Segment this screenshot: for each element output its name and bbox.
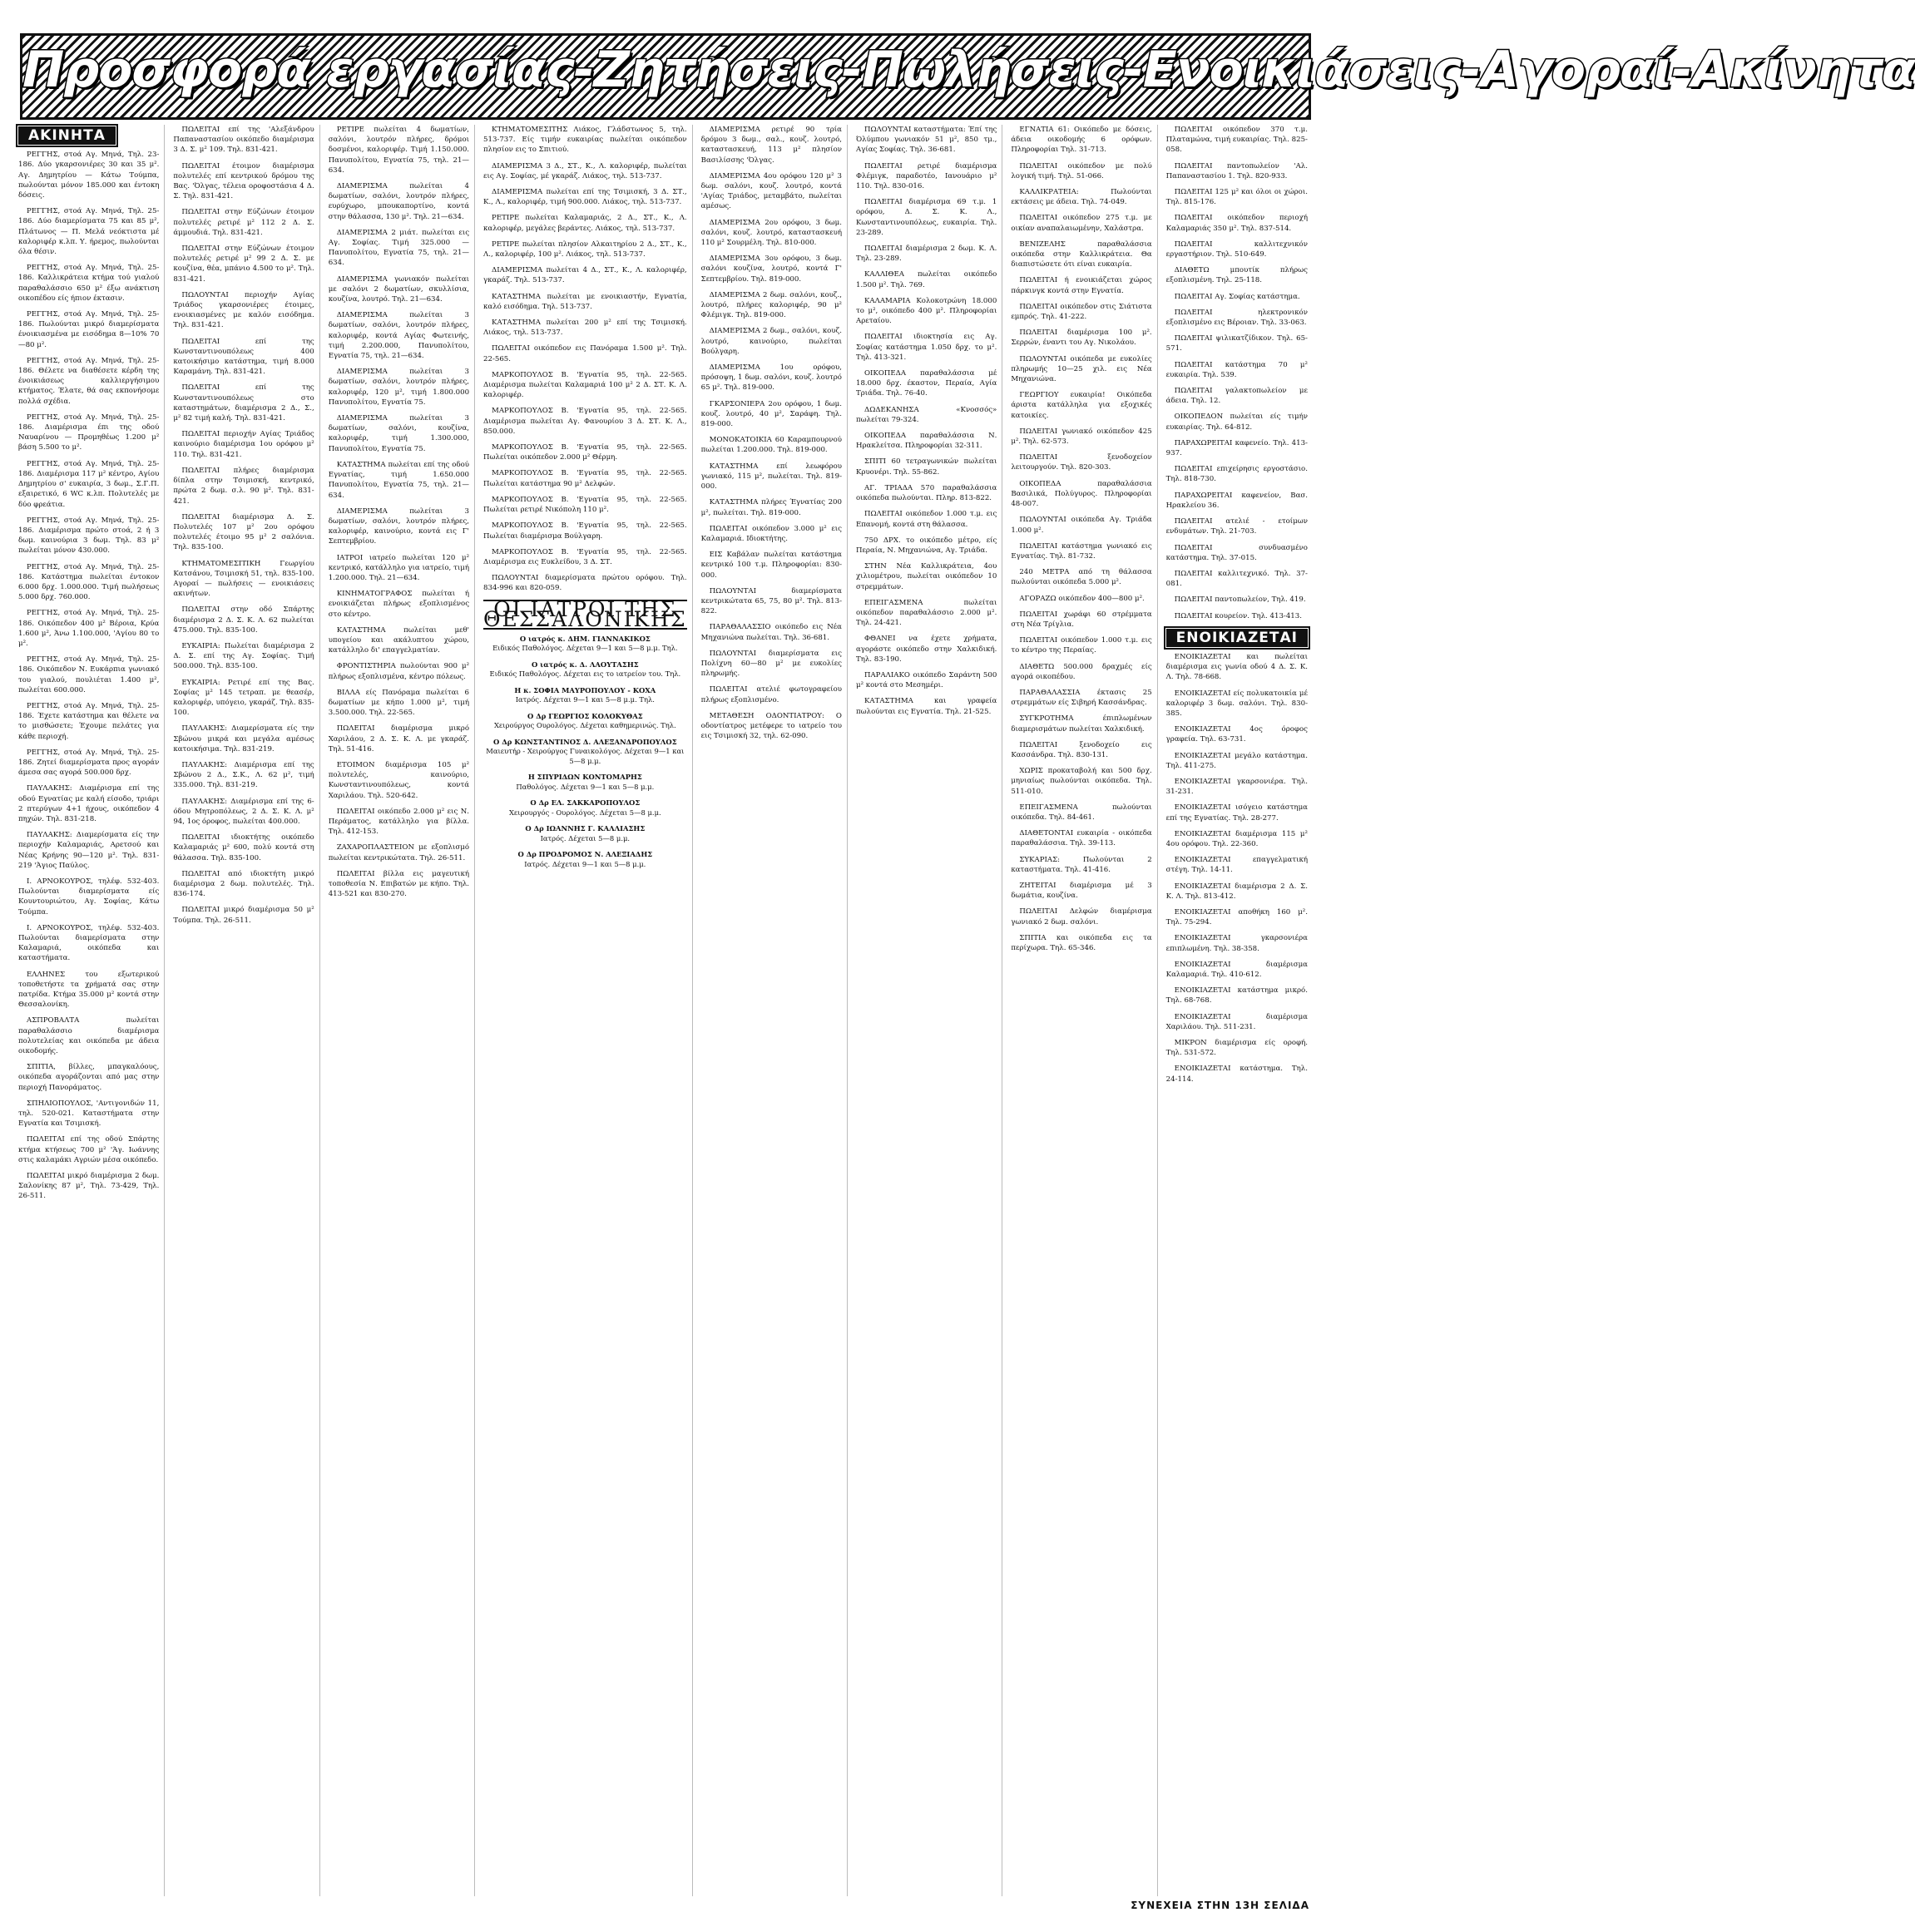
classified-ad: ΕΥΚΑΙΡΙΑ: Πωλείται διαμέρισμα 2 Δ. Σ. επί της Αγ. Σοφίας. Τιμή 500.000. Τηλ. 835-100. [173,641,314,671]
classified-ad: ΡΕΓΓΗΣ, στοά Αγ. Μηνά, Τηλ. 25-186. Έχετε κατάστημα και θέλετε να το μισθώσετε; Έχουμε πελάτες για κάθε περιοχή. [18,701,160,741]
classified-ad: Ι. ΑΡΝΟΚΟΥΡΟΣ, τηλέφ. 532-403. Πωλούνται διαμερίσματα είς Κουντουριώτου, Αγ. Σοφίας, Κάτω Τούμπα. [18,877,160,917]
classified-ad: ΚΑΛΛΙΚΡΑΤΕΙΑ: Πωλούνται εκτάσεις με άδεια. Τηλ. 74-049. [1011,188,1152,207]
classified-ad: ΠΩΛΕΙΤΑΙ ή ενοικιάζεται χώρος πάρκινγκ κοντά στην Εγνατία. [1011,276,1152,295]
classified-ad: ΠΑΥΛΑΚΗΣ: Διαμέρισμα επί της Σβώνου 2 Δ., Σ.Κ., Λ. 62 μ², τιμή 335.000. Τηλ. 831-219. [173,760,314,790]
classified-ad: ΠΩΛΕΙΤΑΙ επί της οδού Σπάρτης κτήμα κτήσεως 700 μ² 'Άγ. Ιωάννης στις καλαμάκι Αγριών μέσα οικόπεδο. [18,1135,160,1164]
classified-ad: ΕΝΟΙΚΙΑΖΕΤΑΙ αποθήκη 160 μ². Τηλ. 75-294. [1165,907,1308,927]
doctor-name: Ο Δρ ΕΛ. ΣΑΚΚΑΡΟΠΟΥΛΟΣ [530,798,641,808]
classified-ad: ΚΑΛΛΙΘΕΑ πωλείται οικόπεδο 1.500 μ². Τηλ. 769. [855,270,997,289]
classified-ad: ΕΝΟΙΚΙΑΖΕΤΑΙ κατάστημα. Τηλ. 24-114. [1165,1065,1308,1084]
classified-ad: ΚΑΤΑΣΤΗΜΑ πωλείται επί της οδού Εγνατίας, τιμή 1.650.000 Πανυπολίτου, Εγνατία 75, τηλ. 21—634. [328,460,470,500]
classified-ad: ΡΕΤΙΡΕ πωλείται πλησίον Αλκαιτηρίου 2 Δ., ΣΤ., Κ., Λ., καλοριφέρ, 100 μ². Λιάκος, τηλ. 513-737. [483,240,687,259]
classified-ad: ΠΩΛΕΙΤΑΙ οικόπεδον εις Πανόραμα 1.500 μ². Τηλ. 22-565. [483,344,687,363]
classified-ad: ΠΩΛΕΙΤΑΙ ατελιέ φωτογραφείου πλήρως εξοπλισμένο. [700,685,842,704]
classified-ad: ΠΩΛΕΙΤΑΙ διαμέρισμα Δ. Σ. Πολυτελές 107 μ² 2ου ορόφου πολυτελές έτοιμο 95 μ² 2 σαλόνια. Τηλ. 835-100. [173,512,314,552]
classified-ad: ΖΑΧΑΡΟΠΛΑΣΤΕΙΟΝ με εξοπλισμό πωλείται κεντρικώτατα. Τηλ. 26-511. [328,843,470,862]
classified-ad: ΠΩΛΟΥΝΤΑΙ διαμερίσματα πρώτου ορόφου. Τηλ. 834-996 και 820-059. [483,574,687,593]
classified-ad: ΠΩΛΟΥΝΤΑΙ διαμερίσματα κεντρικώτατα 65, 75, 80 μ². Τηλ. 813-822. [700,586,842,616]
classified-ad: ΡΕΓΓΗΣ, στοά Αγ. Μηνά, Τηλ. 25-186. Θέλετε να διαθέσετε κέρδη της ένοικιάσεως καλλιεργήσιμου κτήματος. Έλατε, θά σας εκπονήσομε πολλά σχέδια. [18,356,160,406]
classified-ad: ΠΩΛΕΙΤΑΙ ατελιέ - ετοίμων ενδυμάτων. Τηλ. 21-703. [1165,517,1308,536]
classified-ad: ΓΕΩΡΓΙΟΥ ευκαιρία! Οικόπεδα άριστα κατάλληλα για εξοχικές κατοικίες. [1011,391,1152,420]
classified-ad: ΠΑΡΑΘΑΛΑΣΣΙΟ οικόπεδο εις Νέα Μηχανιώνα πωλείται. Τηλ. 36-681. [700,623,842,642]
classified-ad: ΠΩΛΕΙΤΑΙ στην οδό Σπάρτης διαμέρισμα 2 Δ. Σ. Κ. Λ. 62 πωλείται 475.000. Τηλ. 835-100. [173,605,314,635]
classified-ad: ΔΙΑΜΕΡΙΣΜΑ γωνιακόν πωλείται με σαλόνι 2 δωματίων, σκυλλίσια, κουζίνα, λουτρό. Τηλ. 21—634. [328,274,470,304]
classified-ad: ΑΓ. ΤΡΙΑΔΑ 570 παραθαλάσσια οικόπεδα πωλούνται. Πληρ. 813-822. [855,483,997,503]
classified-ad: ΒΙΛΛΑ είς Πανόραμα πωλείται 6 δωματίων με κήπο 1.000 μ², τιμή 3.500.000. Τηλ. 22-565. [328,688,470,718]
classified-ad: ΠΑΥΛΑΚΗΣ: Διαμερίσματα είς την Σβώνου μικρά και μεγάλα αμέσως κατοικήσιμα. Τηλ. 831-219. [173,724,314,754]
classified-ad: ΜΟΝΟΚΑΤΟΙΚΙΑ 60 Καραμπουρνού πωλείται 1.200.000. Τηλ. 819-000. [700,436,842,455]
classified-ad: Ι. ΑΡΝΟΚΟΥΡΟΣ, τηλέφ. 532-403. Πωλούνται διαμερίσματα στην Καλαμαριά, οικόπεδα και καταστήματα. [18,923,160,963]
classified-ad: ΠΩΛΟΥΝΤΑΙ διαμερίσματα εις Πολίχνη 60—80 μ² με ευκολίες πληρωμής. [700,649,842,679]
section-heading-akinita: ΑΚΙΝΗΤΑ [18,126,116,145]
classified-ad: ΔΙΑΜΕΡΙΣΜΑ 2 δωμ., σαλόνι, κουζ. λουτρό, καινούριο, πωλείται Βούλγαρη. [700,327,842,356]
classified-ad: ΠΩΛΕΙΤΑΙ κατάστημα γωνιακό εις Εγνατίας. Τηλ. 81-732. [1011,541,1152,561]
classified-ad: ΠΩΛΕΙΤΑΙ επί της Κωνσταντινουπόλεως στο καταστημάτων, διαμέρισμα 2 Δ., Σ., μ² 82 τιμή καλή. Τηλ. 831-421. [173,383,314,423]
section-heading-enoikiazetai: ΕΝΟΙΚΙΑΖΕΤΑΙ [1166,629,1308,647]
classified-ad: ΠΩΛΟΥΝΤΑΙ καταστήματα: Έπί της Όλύμπου γωνιακόν 51 μ², 850 τμ., Αγίας Σοφίας. Τηλ. 36-681. [855,126,997,155]
classified-ad: ΔΙΑΜΕΡΙΣΜΑ πωλείται 4 δωματίων, σαλόνι, λουτρόν πλήρες, ευρύχωρο, μπουκαπορτίνο, κοντά στην θάλασσα, 130 μ². Τηλ. 21—634. [328,182,470,221]
classified-ad: ΔΙΑΜΕΡΙΣΜΑ 3 Δ., ΣΤ., Κ., Λ. καλοριφέρ, πωλείται εις Αγ. Σοφίας, μέ γκαράζ. Λιάκος, τηλ. 513-737. [483,161,687,180]
classified-ad: ΜΑΡΚΟΠΟΥΛΟΣ Β. 'Εγνατία 95, τηλ. 22-565. Πωλείται οικόπεδον 2.000 μ² Θέρμη. [483,443,687,462]
classified-ad: ΠΩΛΕΙΤΑΙ επί της 'Αλεξάνδρου Παπαναστασίου οικόπεδο διαμέρισμα 3 Δ. Σ. μ² 109. Τηλ. 831-421. [173,126,314,155]
classified-ad: ΠΩΛΕΙΤΑΙ καλλιτεχνικό. Τηλ. 37-081. [1165,569,1308,589]
doctor-entry [483,738,687,767]
classified-ad: 240 ΜΕΤΡΑ από τη θάλασσα πωλούνται οικόπεδα 5.000 μ². [1011,568,1152,587]
doctor-entry [483,850,687,869]
classified-ad: ΡΕΓΓΗΣ, στοά Αγ. Μηνά, Τηλ. 25-186. Πωλούνται μικρό διαμερίσματα ένοικιασμένα με εισόδημα 8—10% 70—80 μ². [18,310,160,349]
classified-ad: ΠΩΛΕΙΤΑΙ χωράφι 60 στρέμματα στη Νέα Τρίγλια. [1011,610,1152,629]
classified-ad: ΠΩΛΕΙΤΑΙ ιδιοκτήτης οικόπεδο Καλαμαριάς μ² 600, πολύ κοντά στη θάλασσα. Τηλ. 835-100. [173,833,314,862]
doctor-name: Ο ιατρός κ. ΔΗΜ. ΓΙΑΝΝΑΚΙΚΟΣ [519,634,651,643]
classified-ad: ΠΑΥΛΑΚΗΣ: Διαμερίσματα είς την περιοχήν Καλαμαριάς, Αρετσού και Νέας Κρήνης 90—120 μ². Τηλ. 831-219 'Άγιος Παύλος. [18,831,160,870]
classified-ad: ΠΑΡΑΧΩΡΕΙΤΑΙ καφενείον, Βασ. Ηρακλείου 36. [1165,491,1308,510]
classified-ad: ΕΝΟΙΚΙΑΖΕΤΑΙ μεγάλο κατάστημα. Τηλ. 411-275. [1165,751,1308,770]
classified-ad: ΠΩΛΕΙΤΑΙ γωνιακό οικόπεδον 425 μ². Τηλ. 62-573. [1011,427,1152,447]
classified-ad: ΕΝΟΙΚΙΑΖΕΤΑΙ διαμέρισμα Καλαμαριά. Τηλ. 410-612. [1165,960,1308,979]
classified-ad: ΕΝΟΙΚΙΑΖΕΤΑΙ γκαρσονιέρα επιπλωμένη. Τηλ. 38-358. [1165,934,1308,953]
classified-ad: ΠΩΛΕΙΤΑΙ οικόπεδον 275 τ.μ. με οικίαν αναπαλαιωμένην, Χαλάστρα. [1011,214,1152,233]
classified-ad: ΔΙΑΜΕΡΙΣΜΑ πωλείται 4 Δ., ΣΤ., Κ., Λ. καλοριφέρ, γκαράζ. Τηλ. 513-737. [483,266,687,285]
doctor-name: Ο Δρ ΚΩΝΣΤΑΝΤΙΝΟΣ Δ. ΑΛΕΞΑΝΔΡΟΠΟΥΛΟΣ [493,737,677,746]
ads-list [1011,125,1151,953]
ads-list [18,150,159,1201]
classified-ad: ΠΩΛΕΙΤΑΙ παντοπωλείον, Τηλ. 419. [1174,595,1306,605]
classified-ad: ΕΓΝΑΤΙΑ 61: Οικόπεδο με δόσεις, άδεια οικοδομής 6 ορόφων. Πληροφορίαι Τηλ. 31-713. [1011,126,1152,155]
classified-ad: ΔΙΑΜΕΡΙΣΜΑ πωλείται 3 δωματίων, σαλόνι, κουζίνα, καλοριφέρ, τιμή 1.300.000, Πανυπολίτου, Εγνατία 75. [328,414,470,453]
classified-ad: ΠΩΛΕΙΤΑΙ διαμέρισμα 2 δωμ. Κ. Λ. Τηλ. 23-289. [855,245,997,264]
classified-ad: ΕΛΛΗΝΕΣ του εξωτερικού τοποθετήστε τα χρήματά σας στην πατρίδα. Κτήμα 35.000 μ² κοντά στην Θεσσαλονίκη. [18,970,160,1010]
classified-ad: ΠΩΛΕΙΤΑΙ επιχείρησις εργοστάσιο. Τηλ. 818-730. [1165,465,1308,484]
doctor-details: Παθολόγος. Δέχεται 9—1 και 5—8 μ.μ. [516,782,655,791]
classified-ad: ΔΙΑΜΕΡΙΣΜΑ 4ου ορόφου 120 μ² 3 δωμ. σαλόνι, κουζ. λουτρό, κοντά 'Αγίας Τριάδος, μεταμβάτο, πωλείται αμέσως. [700,171,842,211]
classified-ad: ΠΩΛΟΥΝΤΑΙ περιοχήν Αγίας Τριάδος γκαρσονιέρες έτοιμες, ενοικιασμένες με καλόν εισόδημα. Τηλ. 831-421. [173,290,314,330]
doctor-details: Ειδικός Παθολόγος. Δέχεται 9—1 και 5—8 μ.μ. Τηλ. [492,644,678,653]
classified-ad: ΣΤΗΝ Νέα Καλλικράτεια, 4ου χιλιομέτρου, πωλείται οικόπεδον 10 στρεμμάτων. [855,562,997,591]
classified-ad: ΕΠΕΙΓΑΣΜΕΝΑ πωλούνται οικόπεδα. Τηλ. 84-461. [1011,803,1152,822]
classified-ad: ΡΕΓΓΗΣ, στοά Αγ. Μηνά, Τηλ. 25-186. Δύο διαμερίσματα 75 και 85 μ², Πλάτωνος — Π. Μελά νεόκτιστα μέ καλοριφέρ κ.λπ. Υ. ήρεμος, πωλούνται όλα θέσιν. [18,207,160,257]
classified-ad: ΠΩΛΕΙΤΑΙ Αγ. Σοφίας κατάστημα. [1174,292,1300,301]
classified-ad: ΚΑΤΑΣΤΗΜΑ πωλείται μεθ' υπογείου και ακάλυπτου χώρου, κατάλληλο δι' επαγγελματίαν. [328,625,470,655]
classified-ad: ΡΕΓΓΗΣ, στοά Αγ. Μηνά, Τηλ. 25-186. Διαμέρισμα 117 μ² κέντρο, Αγίου Δημητρίου σ' ευκαιρία, 3 δωμ., Σ.Γ.Π. εξαιρετικό, 6 WC κ.λπ. Πολυτελές με δύο φρεάτια. [18,459,160,509]
classified-ad: ΦΡΟΝΤΙΣΤΗΡΙΑ πωλούνται 900 μ² πλήρως εξοπλισμένα, κέντρο πόλεως. [328,662,470,681]
doctor-entry [483,686,687,705]
classified-ad: ΕΝΟΙΚΙΑΖΕΤΑΙ γκαρσονιέρα. Τηλ. 31-231. [1165,777,1308,797]
classified-ad: ΔΙΑΜΕΡΙΣΜΑ πωλείται 3 δωματίων, σαλόνι, λουτρόν πλήρες, καλοριφέρ, καινούριο, κοντά εις Γ' Σεπτεμβρίου. [328,506,470,546]
classified-ad: ΠΩΛΕΙΤΑΙ μικρό διαμέρισμα 2 δωμ. Σαλονίκης 87 μ², Τηλ. 73-429, Τηλ. 26-511. [18,1172,160,1201]
classified-ad: ΕΝΟΙΚΙΑΖΕΤΑΙ διαμέρισμα 115 μ² 4ου ορόφου. Τηλ. 22-360. [1165,829,1308,848]
classified-ad: ΡΕΓΓΗΣ, στοά Αγ. Μηνά, Τηλ. 25-186. Καλλικράτεια κτήμα τού γιαλού παραθαλάσσιο 650 μ² έξω ανάκτιση οικοπέδου είς ήπιον έκτασιν. [18,264,160,303]
classified-ad: ΠΩΛΕΙΤΑΙ συνδυασμένο κατάστημα. Τηλ. 37-015. [1165,543,1308,562]
classified-ad: ΔΙΑΜΕΡΙΣΜΑ 2ου ορόφου, 3 δωμ. σαλόνι, κουζ. λουτρό, καταστασκευή 110 μ² Σουρμέλη. Τηλ. 810-000. [700,218,842,248]
classified-ad: ΒΕΝΙΖΕΛΗΣ παραθαλάσσια οικόπεδα στην Καλλικράτεια. Θα διαπιστώσετε ότι είναι ευκαιρία. [1011,240,1152,269]
classified-ad: ΠΩΛΕΙΤΑΙ κατάστημα 70 μ² ευκαιρία. Τηλ. 539. [1165,360,1308,379]
classified-ad: ΠΑΥΛΑΚΗΣ: Διαμέρισμα επί της 6-όδου Μητροπόλεως, 2 Δ. Σ. Κ. Λ. μ² 94, 1ος όροφος, πωλείται 400.000. [173,797,314,826]
classified-ad: ΣΥΓΚΡΟΤΗΜΑ έπιπλωμένων διαμερισμάτων πωλείται Χαλκιδική. [1011,714,1152,734]
doctor-details: Χειρούργος Ουρολόγος. Δέχεται καθημερινώς. Τηλ. [493,721,676,730]
classified-ad: ΕΝΟΙΚΙΑΖΕΤΑΙ κατάστημα μικρό. Τηλ. 68-768. [1165,986,1308,1006]
classified-ad: ΠΩΛΟΥΝΤΑΙ οικόπεδα Αγ. Τριάδα 1.000 μ². [1011,516,1152,535]
doctor-entry [483,712,687,731]
classified-ad: ΔΙΑΜΕΡΙΣΜΑ πωλείται 3 δωματίων, σαλόνι, λουτρόν πλήρες, καλοριφέρ, 120 μ², τιμή 1.800.000 Πανυπολίτου, Εγνατία 75. [328,368,470,407]
doctor-entry [483,660,687,679]
doctor-entry [483,798,687,818]
classified-ad: ΠΩΛΕΙΤΑΙ οικόπεδον με πολύ λογική τιμή. Τηλ. 51-066. [1011,161,1152,180]
classified-ad: ΕΠΕΙΓΑΣΜΕΝΑ πωλείται οικόπεδον παραθαλάσσιο 2.000 μ². Τηλ. 24-421. [855,598,997,628]
classified-ad: ΟΙΚΟΠΕΔΟΝ πωλείται είς τιμήν ευκαιρίας. Τηλ. 64-812. [1165,413,1308,432]
classified-ad: ΠΩΛΕΙΤΑΙ οικόπεδο 2.000 μ² εις Ν. Περάματος, κατάλληλο για βίλλα. Τηλ. 412-153. [328,807,470,837]
classified-ad: ΔΙΑΜΕΡΙΣΜΑ πωλείται επί της Τσιμισκή, 3 Δ. ΣΤ., Κ., Λ., καλοριφέρ, τιμή 900.000. Λιάκος, τηλ. 513-737. [483,188,687,207]
doctors-title: ΟΙ ΙΑΤΡΟΙ ΤΗΣ ΘΕΣΣΑΛΟΝΙΚΗΣ [483,596,687,631]
classified-ad: ΠΑΡΑΛΙΑΚΟ οικόπεδο Σαράντη 500 μ² κοντά στο Μεσημέρι. [855,670,997,690]
classified-ad: ΠΩΛΕΙΤΑΙ παντοπωλείον 'Αλ. Παπαναστασίου 1. Τηλ. 820-933. [1165,161,1308,180]
classified-ad: ΠΩΛΕΙΤΑΙ οικόπεδον 3.000 μ² εις Καλαμαριά. Ιδιοκτήτης. [700,524,842,543]
classified-ad: ΕΝΟΙΚΙΑΖΕΤΑΙ ισόγειο κατάστημα επί της Εγνατίας. Τηλ. 28-277. [1165,803,1308,823]
doctor-name: Ο Δρ ΙΩΑΝΝΗΣ Γ. ΚΑΛΛΙΑΣΗΣ [525,824,646,833]
classified-ad: ΕΥΚΑΙΡΙΑ: Ρετιρέ επί της Βας. Σοφίας μ² 145 τετραπ. με θεασέρ, καλοριφέρ, υπόγειο, γκαράζ. Τηλ. 835-100. [173,678,314,718]
classified-ad: ΠΩΛΕΙΤΑΙ στην Εύζώνων έτοιμον πολυτελές ρετιρέ μ² 112 2 Δ. Σ. άμμουδιά. Τηλ. 831-421. [173,208,314,237]
classified-ad: ΠΩΛΕΙΤΑΙ επί της Κωνσταντινουπόλεως 400 κατοικήσιμο κατάστημα, τιμή 8.000 Καραμάνη. Τηλ. 831-421. [173,337,314,377]
classified-ad: ΜΕΤΑΘΕΣΗ ΟΔΟΝΤΙΑΤΡΟΥ: Ο οδοντίατρος μετέφερε το ιατρείο του εις Τσιμισκή 32, τηλ. 62-090. [700,711,842,741]
column-3 [329,125,475,1896]
classified-ad: ΑΣΠΡΟΒΑΛΤΑ πωλείται παραθαλάσσιο διαμέρισμα πολυτελείας και οικόπεδα με άδεια οικοδομής. [18,1016,160,1056]
ads-list [329,125,469,899]
column-7 [1011,125,1157,1896]
classified-ad: ΔΩΔΕΚΑΝΗΣΑ «Κνοσσός» πωλείται 79-324. [855,405,997,424]
classified-ad: ΠΩΛΕΙΤΑΙ διαμέρισμα 69 τ.μ. 1 ορόφου, Δ. Σ. Κ. Λ., Κωνσταντινουπόλεως, ευκαιρία. Τηλ. 23-289. [855,198,997,237]
doctor-name: Η ΣΠΥΡΙΔΩΝ ΚΟΝΤΟΜΑΡΗΣ [527,773,642,782]
classified-ad: ΔΙΑΜΕΡΙΣΜΑ 2 δωμ. σαλόνι, κουζ., λουτρό, πλήρες καλοριφέρ, 90 μ² Φλέμιγκ. Τηλ. 819-000. [700,290,842,320]
classified-ad: ΠΑΥΛΑΚΗΣ: Διαμέρισμα επί της οδού Εγνατίας με καλή είσοδο, τριάρι 2 πτερύγων 4+1 ήχους, οικόπεδον 4 πηχών. Τηλ. 831-218. [18,784,160,823]
doctor-details: Ιατρός. Δέχεται 5—8 μ.μ. [540,833,631,842]
classified-ad: ΚΙΝΗΜΑΤΟΓΡΑΦΟΣ πωλείται ή ενοικιάζεται πλήρως εξοπλισμένος στο κέντρο. [328,590,470,619]
classified-ad: ΣΠΙΤΙ 60 τετραγωνικών πωλείται Κρυονέρι. Τηλ. 55-862. [855,457,997,477]
classified-ad: ΟΙΚΟΠΕΔΑ παραθαλάσσια μέ 18.000 δρχ. έκαστον, Περαία, Αγία Τριάδα. Τηλ. 76-40. [855,369,997,398]
classified-ad: ΜΑΡΚΟΠΟΥΛΟΣ Β. 'Εγνατία 95, τηλ. 22-565. Διαμέρισμα εις Ευκλείδου, 3 Δ. ΣΤ. [483,547,687,566]
column-2 [173,125,319,1896]
doctor-name: Η κ. ΣΟΦΙΑ ΜΑΥΡΟΠΟΥΛΟΥ - ΚΟΧΑ [514,685,656,694]
classified-ad: ΠΑΡΑΧΩΡΕΙΤΑΙ καφενείο. Τηλ. 413-937. [1165,438,1308,458]
doctor-details: Χειρουργός - Ουρολόγος. Δέχεται 5—8 μ.μ. [508,808,661,817]
classified-ad: ΠΩΛΕΙΤΑΙ οικόπεδον 1.000 τ.μ. εις το κέντρο της Περαίας. [1011,636,1152,655]
classified-ad: ΜΑΡΚΟΠΟΥΛΟΣ Β. 'Εγνατία 95, τηλ. 22-565. Πωλείται κατάστημα 90 μ² Δελφών. [483,469,687,488]
classified-ad: ΠΩΛΕΙΤΑΙ μικρό διαμέρισμα 50 μ² Τούμπα. Τηλ. 26-511. [173,906,314,925]
classified-ad: ΟΙΚΟΠΕΔΑ παραθαλάσσια Βασιλικά, Πολύγυρος. Πληροφορίαι 48-007. [1011,479,1152,509]
classified-ad: ΚΑΤΑΣΤΗΜΑ και γραφεία πωλούνται εις Εγνατία. Τηλ. 21-525. [855,697,997,716]
classified-ad: ΔΙΑΜΕΡΙΣΜΑ πωλείται 3 δωματίων, σαλόνι, λουτρόν πλήρες, καλοριφέρ, κοντά Αγίας Φωτεινής, τιμή 2.200.000, Πανυπολίτου, Εγνατία 75, τηλ. 21—634. [328,311,470,361]
ads-list [701,125,842,741]
classified-ad: ΠΩΛΕΙΤΑΙ οικόπεδον 370 τ.μ. Πλαταμώνα, τιμή ευκαιρίας. Τηλ. 825-058. [1165,126,1308,155]
doctor-entry [483,824,687,843]
classified-ad: ΠΩΛΕΙΤΑΙ διαμέρισμα μικρό Χαριλάου, 2 Δ. Σ. Κ. Λ. με γκαράζ. Τηλ. 51-416. [328,724,470,754]
doctor-details: Ιατρός. Δέχεται 9—1 και 5—8 μ.μ. Τηλ. [515,695,655,704]
classified-ad: ΔΙΑΜΕΡΙΣΜΑ 3ου ορόφου, 3 δωμ. σαλόνι κουζίνα, λουτρό, κοντά Γ' Σεπτεμβρίου. Τηλ. 819-000. [700,254,842,284]
ads-list-bottom [1166,652,1308,1085]
classified-ad: ΠΩΛΕΙΤΑΙ ηλεκτρονικόν εξοπλισμένο εις Βέροιαν. Τηλ. 33-063. [1165,308,1308,328]
classified-ad: ΚΤΗΜΑΤΟΜΕΣΙΤΗΣ Λιάκος, Γλάδστωνος 5, τηλ. 513-737. Είς τιμήν ευκαιρίας πωλείται οικόπεδον πλησίον εις το Σπιτιού. [483,126,687,155]
classified-ad: ΜΑΡΚΟΠΟΥΛΟΣ Β. 'Εγνατία 95, τηλ. 22-565. Πωλείται διαμέρισμα Βούλγαρη. [483,521,687,541]
doctor-entry [483,635,687,654]
classified-ad: ΚΑΤΑΣΤΗΜΑ πλήρες Έγνατίας 200 μ², πωλείται. Τηλ. 819-000. [700,498,842,517]
classified-ad: ΠΩΛΕΙΤΑΙ διαμέρισμα 100 μ². Σερρών, έναντι του Αγ. Νικολάου. [1011,329,1152,348]
classifieds-columns [18,125,1313,1896]
classified-ad: ΠΩΛΟΥΝΤΑΙ οικόπεδα με ευκολίες πληρωμής 10—25 χιλ. εις Νέα Μηχανιώνα. [1011,354,1152,384]
classified-ad: ΙΑΤΡΟΙ ιατρείο πωλείται 120 μ² κεντρικό, κατάλληλο για ιατρείο, τιμή 1.200.000. Τηλ. 21—634. [328,553,470,582]
classified-ad: ΕΙΣ Καβάλαν πωλείται κατάστημα κεντρικό 100 τ.μ. Πληροφορίαι: 830-000. [700,551,842,580]
classified-ad: ΡΕΓΓΗΣ, στοά Αγ. Μηνά, Τηλ. 25-186. Οικόπεδον Ν. Ευκάρπια γωνιακό του γιαλού, πουλιέται 1.400 μ², πωλείται 600.000. [18,655,160,694]
classified-ad: ΕΝΟΙΚΙΑΖΕΤΑΙ επαγγελματική στέγη. Τηλ. 14-11. [1165,856,1308,875]
classified-ad: ΚΑΤΑΣΤΗΜΑ επί λεωφόρου γωνιακό, 115 μ², πωλείται. Τηλ. 819-000. [700,462,842,492]
classified-ad: ΠΩΛΕΙΤΑΙ περιοχήν Αγίας Τριάδος καινούριο διαμέρισμα 1ου ορόφου μ² 110. Τηλ. 831-421. [173,430,314,459]
column-4 [483,125,693,1896]
doctors-directory [483,596,687,870]
classified-ad: ΠΩΛΕΙΤΑΙ οικόπεδον περιοχή Καλαμαριάς 350 μ². Τηλ. 837-514. [1165,214,1308,233]
classified-ad: ΣΠΙΤΙΑ και οικόπεδα εις τα περίχωρα. Τηλ. 65-346. [1011,933,1152,952]
classified-ad: ΠΩΛΕΙΤΑΙ έτοιμον διαμέρισμα πολυτελές επί κεντρικού δρόμου της Βας. 'Όλγας, τέλεια οροφοστάσια 4 Δ. Σ. Τηλ. 831-421. [173,161,314,201]
classified-ad: ΕΝΟΙΚΙΑΖΕΤΑΙ 4ος όροφος γραφεία. Τηλ. 63-731. [1165,725,1308,744]
classified-ad: ΡΕΤΙΡΕ πωλείται Καλαμαριάς, 2 Δ., ΣΤ., Κ., Λ. καλοριφέρ, μεγάλες βεράντες. Λιάκος, τηλ. 513-737. [483,214,687,233]
classified-ad: ΠΩΛΕΙΤΑΙ καλλιτεχνικόν εργαστήριον. Τηλ. 510-649. [1165,240,1308,259]
classified-ad: ΑΓΟΡΑΖΩ οικόπεδον 400—800 μ². [1019,594,1145,603]
classified-ad: ΠΩΛΕΙΤΑΙ πλήρες διαμέρισμα δίπλα στην Τσιμισκή, κεντρικό, πρώτα 2 δωμ. σ.λ. 90 μ². Τηλ. 831-421. [173,466,314,506]
classified-ad: ΣΠΗΛΙΟΠΟΥΛΟΣ, 'Αντιγονιδών 11, τηλ. 520-021. Καταστήματα στην Εγνατία και Τσιμισκή. [18,1099,160,1129]
classified-ad: ΟΙΚΟΠΕΔΑ παραθαλάσσια Ν. Ηρακλείτσα. Πληροφορίαι 32-311. [855,432,997,451]
classified-ad: ΣΠΙΤΙΑ, βίλλες, μπαγκαλόους, οικόπεδα αγοράζονται από μας στην περιοχή Πανοράματος. [18,1063,160,1092]
classified-ad: ΠΩΛΕΙΤΑΙ κουρείον. Τηλ. 413-413. [1174,611,1302,620]
classified-ad: ΚΑΤΑΣΤΗΜΑ πωλείται 200 μ² επί της Τσιμισκή. Λιάκος, τηλ. 513-737. [483,319,687,338]
classified-ad: ΠΩΛΕΙΤΑΙ ξενοδοχείο εις Κασσάνδρα. Τηλ. 830-131. [1011,740,1152,759]
column-8 [1166,125,1313,1896]
classified-ad: ΜΑΡΚΟΠΟΥΛΟΣ Β. 'Εγνατία 95, τηλ. 22-565. Διαμέρισμα πωλείται Αγ. Φανουρίου 3 Δ. ΣΤ. Κ. Λ., 850.000. [483,407,687,436]
ads-list [173,125,314,926]
classified-ad: ΖΗΤΕΙΤΑΙ διαμέρισμα μέ 3 δωμάτια, κουζίνα. [1011,881,1152,901]
doctor-name: Ο Δρ ΓΕΩΡΓΙΟΣ ΚΟΛΟΚΥΘΑΣ [527,711,643,720]
classified-ad: ΔΙΑΜΕΡΙΣΜΑ 2 μιάτ. πωλείται εις Αγ. Σοφίας. Τιμή 325.000 — Πανυπολίτου, Εγνατία 75, τηλ. 21—634. [328,228,470,268]
classified-ad: ΠΩΛΕΙΤΑΙ ρετιρέ διαμέρισμα Φλέμιγκ, παραδοτέο, Ιανουάριο μ² 110. Τηλ. 830-016. [855,161,997,191]
classified-ad: ΜΑΡΚΟΠΟΥΛΟΣ Β. 'Εγνατία 95, τηλ. 22-565. Διαμέρισμα πωλείται Καλαμαριά 100 μ² 2 Δ. ΣΤ. Κ. Λ. καλοριφέρ. [483,370,687,400]
doctor-name: Ο ιατρός κ. Δ. ΛΑΟΥΤΑΣΗΣ [531,660,639,669]
classified-ad: ΕΤΟΙΜΟΝ διαμέρισμα 105 μ² πολυτελές, καινούριο, Κωνσταντινουπόλεως, κοντά Χαριλάου. Τηλ. 520-642. [328,760,470,800]
classified-ad: ΡΕΓΓΗΣ, στοά Αγ. Μηνά, Τηλ. 25-186. Διαμέρισμα έπι της οδού Ναυαρίνου — Προμηθέως 1.200 μ² βάση 5.500 το μ². [18,413,160,452]
classified-ad: ΕΝΟΙΚΙΑΖΕΤΑΙ και πωλείται διαμέρισμα εις γωνία οδού 4 Δ. Σ. Κ. Λ. Τηλ. 78-668. [1165,652,1308,682]
page-banner [20,33,1915,120]
ads-list [483,125,687,594]
classified-ad: ΜΑΡΚΟΠΟΥΛΟΣ Β. 'Εγνατία 95, τηλ. 22-565. Πωλείται ρετιρέ Νικόπολη 110 μ². [483,495,687,515]
doctor-details: Ιατρός. Δέχεται 9—1 και 5—8 μ.μ. [524,859,646,868]
classified-ad: ΧΩΡΙΣ προκαταβολή και 500 δρχ. μηνιαίως πωλούνται οικόπεδα. Τηλ. 511-010. [1011,767,1152,796]
classified-ad: ΔΙΑΜΕΡΙΣΜΑ ρετιρέ 90 τρία δρόμου 3 δωμ., σαλ., κουζ. λουτρό, καταστασκευή, 113 μ² πλησίον Βασιλίσσης 'Όλγας. [700,126,842,165]
classified-ad: ΦΘΑΝΕΙ να έχετε χρήματα, αγοράστε οικόπεδο στην Χαλκιδική. Τηλ. 83-190. [855,635,997,664]
banner-title: Προσφορά εργασίας-Ζητήσεις-Πωλήσεις-Ενοικιάσεις-Αγοραί-Ακίνητα [22,41,1915,99]
classified-ad: ΠΩΛΕΙΤΑΙ οικόπεδον 1.000 τ.μ. εις Επανομή, κοντά στη θάλασσα. [855,510,997,529]
classified-ad: ΠΩΛΕΙΤΑΙ από ιδιοκτήτη μικρό διαμέρισμα 2 δωμ. πολυτελές. Τηλ. 836-174. [173,869,314,899]
classified-ad: ΔΙΑΘΕΤΩ μπουτίκ πλήρως εξοπλισμένη. Τηλ. 25-118. [1165,266,1308,285]
classified-ad: ΠΩΛΕΙΤΑΙ ξενοδοχείον λειτουργούν. Τηλ. 820-303. [1011,453,1152,472]
column-6 [856,125,1002,1896]
doctor-details: Μαιευτήρ - Χειρούργος Γυναικολόγος. Δέχεται 9—1 και 5—8 μ.μ. [486,747,685,765]
classified-ad: ΠΩΛΕΙΤΑΙ στην Εύζώνων έτοιμον πολυτελές ρετιρέ μ² 99 2 Δ. Σ. με κουζίνα, θέα, μπάνιο 4.500 το μ². Τηλ. 831-421. [173,245,314,284]
classified-ad: ΡΕΓΓΗΣ, στοά Αγ. Μηνά, Τηλ. 25-186. Ζητεί διαμερίσματα προς αγοράν άμεσα σας αγορά 500.000 δρχ. [18,748,160,778]
classified-ad: ΜΙΚΡΟΝ διαμέρισμα είς οροφή. Τηλ. 531-572. [1165,1039,1308,1058]
column-5 [701,125,848,1896]
classified-ad: ΡΕΓΓΗΣ, στοά Αγ. Μηνά, Τηλ. 25-186. Οικόπεδον 400 μ² Βέροια, Κρύα 1.600 μ², Άνω 1.100.000, 'Αγίου 80 το μ². [18,609,160,648]
doctor-details: Ειδικός Παθολόγος. Δέχεται εις το ιατρείον του. Τηλ. [489,670,681,679]
classified-ad: ΔΙΑΘΕΤΟΝΤΑΙ ευκαιρία - οικόπεδα παραθαλάσσια. Τηλ. 39-113. [1011,829,1152,848]
classified-ad: ΠΩΛΕΙΤΑΙ γαλακτοπωλείον με άδεια. Τηλ. 12. [1165,387,1308,406]
doctors-list [483,635,687,870]
classified-ad: ΡΕΓΓΗΣ, στοά Αγ. Μηνά, Τηλ. 23-186. Δύο γκαρσονιέρες 30 και 35 μ². Αγ. Δημητρίου — Κάτω Τούμπα, πωλούνται μόνον 185.000 και έντοκη δόσεις. [18,151,160,200]
classified-ad: ΡΕΓΓΗΣ, στοά Αγ. Μηνά, Τηλ. 25-186. Κατάστημα πωλείται έντοκον 6.000 δρχ. 1.000.000. Τιμή πωλήσεως 5.000 δρχ. 760.000. [18,562,160,602]
column-1 [18,125,165,1896]
doctor-name: Ο Δρ ΠΡΟΔΡΟΜΟΣ Ν. ΑΛΕΞΙΑΔΗΣ [517,850,653,859]
classified-ad: ΕΝΟΙΚΙΑΖΕΤΑΙ είς πολυκατοικία μέ καλοριφέρ 3 δωμ. σαλόνι. Τηλ. 830-385. [1165,689,1308,718]
classified-ad: ΠΩΛΕΙΤΑΙ 125 μ² και όλοι οι χώροι. Τηλ. 815-176. [1165,188,1308,207]
classified-ad: ΓΚΑΡΣΟΝΙΕΡΑ 2ου ορόφου, 1 δωμ. κουζ. λουτρό, 40 μ², Σαράφη. Τηλ. 819-000. [700,399,842,429]
classified-ad: ΠΩΛΕΙΤΑΙ βίλλα εις μαγευτική τοποθεσία Ν. Επιβατών με κήπο. Τηλ. 413-521 και 830-270. [328,869,470,899]
classified-ad: 750 ΔΡΧ. το οικόπεδο μέτρο, είς Περαία, Ν. Μηχανιώνα, Αγ. Τριάδα. [855,536,997,555]
classified-ad: ΚΑΤΑΣΤΗΜΑ πωλείται με ενοικιαστήν, Εγνατία, καλό εισόδημα. Τηλ. 513-737. [483,292,687,311]
classified-ad: ΡΕΤΙΡΕ πωλείται 4 δωματίων, σαλόνι, λουτρόν πλήρες, δρόμοι δοσμένοι, καλοριφέρ. Τιμή 1.150.000. Πανυπολίτου, Εγνατία 75, τηλ. 21—634. [328,126,470,175]
continuation-note: ΣΥΝΕΧΕΙΑ ΣΤΗΝ 13Η ΣΕΛΙΔΑ [1131,1900,1309,1911]
ads-list-top [1166,125,1308,621]
classified-ad: ΣΥΚΑΡΙΑΣ: Πωλούνται 2 καταστήματα. Τηλ. 41-416. [1011,855,1152,874]
classified-ad: ΔΙΑΜΕΡΙΣΜΑ 1ου ορόφου, πρόσοψη, 1 δωμ. σαλόνι, κουζ. λουτρό 65 μ². Τηλ. 819-000. [700,363,842,393]
classified-ad: ΠΑΡΑΘΑΛΑΣΣΙΑ έκτασις 25 στρεμμάτων είς Σιβηρή Κασσάνδρας. [1011,688,1152,708]
doctor-entry [483,773,687,792]
classified-ad: ΠΩΛΕΙΤΑΙ οικόπεδον στις Σιάτιστα εμπρός. Τηλ. 41-222. [1011,302,1152,322]
classified-ad: ΚΤΗΜΑΤΟΜΕΣΙΤΙΚΗ Γεωργίου Κατσάνου, Τσιμισκή 51, τηλ. 835-100. Αγοραί — πωλήσεις — ενοικιάσεις ακινήτων. [173,559,314,599]
classified-ad: ΕΝΟΙΚΙΑΖΕΤΑΙ διαμέρισμα 2 Δ. Σ. Κ. Λ. Τηλ. 813-412. [1165,882,1308,901]
classified-ad: ΠΩΛΕΙΤΑΙ ψιλικατζίδικον. Τηλ. 65-571. [1165,334,1308,353]
classified-ad: ΡΕΓΓΗΣ, στοά Αγ. Μηνά, Τηλ. 25-186. Διαμέρισμα πρώτο στοά, 2 ή 3 δωμ. καινούρια 3 δωμ. Τηλ. 83 μ² πωλείται μόνον 430.000. [18,516,160,556]
classified-ad: ΠΩΛΕΙΤΑΙ Δελφών διαμέρισμα γωνιακό 2 δωμ. σαλόνι. [1011,907,1152,926]
classified-ad: ΔΙΑΘΕΤΩ 500.000 δραχμές είς αγορά οικοπέδου. [1011,662,1152,681]
classified-ad: ΚΑΛΑΜΑΡΙΑ Κολοκοτρώνη 18.000 το μ², οικόπεδο 400 μ². Πληροφορίαι Αρεταίου. [855,296,997,326]
classified-ad: ΕΝΟΙΚΙΑΖΕΤΑΙ διαμέρισμα Χαριλάου. Τηλ. 511-231. [1165,1012,1308,1031]
ads-list [856,125,997,717]
classified-ad: ΠΩΛΕΙΤΑΙ ιδιοκτησία εις Αγ. Σοφίας κατάστημα 1.050 δρχ. το μ². Τηλ. 413-321. [855,333,997,362]
